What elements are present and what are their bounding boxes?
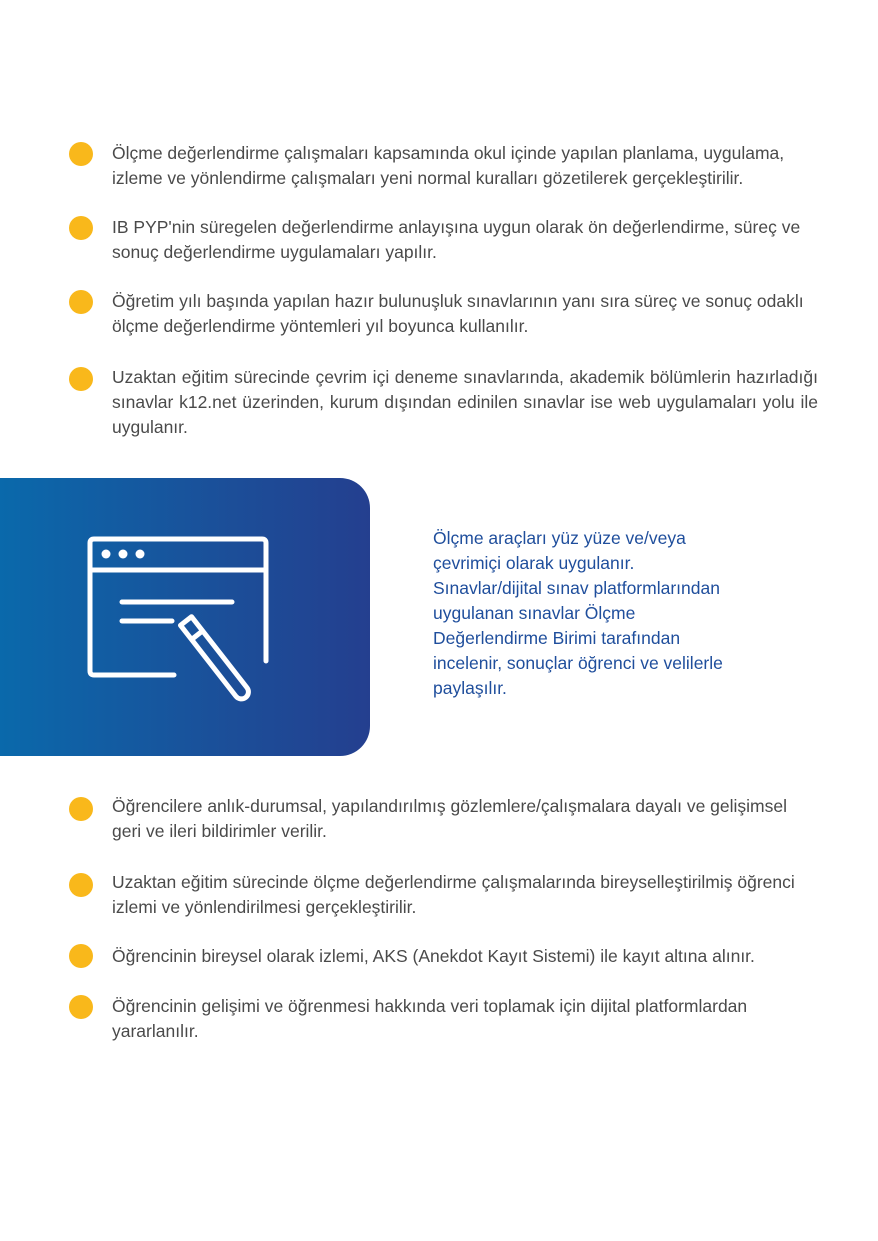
- browser-pencil-icon: [82, 533, 274, 723]
- bullet-text: Öğretim yılı başında yapılan hazır bulunuşluk sınavlarının yanı sıra süreç ve sonuç odaklı ölçme değerlendirme yöntemleri yıl boyunca kullanılır.: [112, 291, 804, 336]
- bullet-dot-icon: [69, 873, 93, 897]
- bullet-text: Uzaktan eğitim sürecinde ölçme değerlendirme çalışmalarında bireyselleştirilmiş öğrenci izlemi ve yönlendirilmesi gerçekleştirilir.: [112, 872, 795, 917]
- bullet-text: IB PYP'nin süregelen değerlendirme anlayışına uygun olarak ön değerlendirme, süreç ve sonuç değerlendirme uygulamaları yapılır.: [112, 217, 801, 262]
- bullet-text: Öğrencinin bireysel olarak izlemi, AKS (Anekdot Kayıt Sistemi) ile kayıt altına alınır.: [112, 946, 755, 966]
- bullet-dot-icon: [69, 944, 93, 968]
- bullet-dot-icon: [69, 142, 93, 166]
- callout-text: Ölçme araçları yüz yüze ve/veya çevrimiçi olarak uygulanır. Sınavlar/dijital sınav platformlarından uygulanan sınavlar Ölçme Değerlendirme Birimi tarafından incelenir, sonuçlar öğrenci ve velilerle paylaşılır.: [433, 528, 723, 698]
- bullet-dot-icon: [69, 995, 93, 1019]
- bullet-dot-icon: [69, 367, 93, 391]
- bullet-text: Öğrencilere anlık-durumsal, yapılandırılmış gözlemlere/çalışmalara dayalı ve gelişimsel geri ve ileri bildirimler verilir.: [112, 796, 787, 841]
- bullet-text: Ölçme değerlendirme çalışmaları kapsamında okul içinde yapılan planlama, uygulama, izleme ve yönlendirme çalışmaları yeni normal kuralları gözetilerek gerçekleştirilir.: [112, 143, 785, 188]
- bullet-dot-icon: [69, 216, 93, 240]
- bullet-dot-icon: [69, 797, 93, 821]
- bullet-text: Öğrencinin gelişimi ve öğrenmesi hakkında veri toplamak için dijital platformlardan yararlanılır.: [112, 996, 748, 1041]
- bullet-dot-icon: [69, 290, 93, 314]
- bullet-text: Uzaktan eğitim sürecinde çevrim içi deneme sınavlarında, akademik bölümlerin hazırladığı sınavlar k12.net üzerinden, kurum dışından edinilen sınavlar ise web uygulamaları yolu ile uygulanır.: [112, 367, 818, 437]
